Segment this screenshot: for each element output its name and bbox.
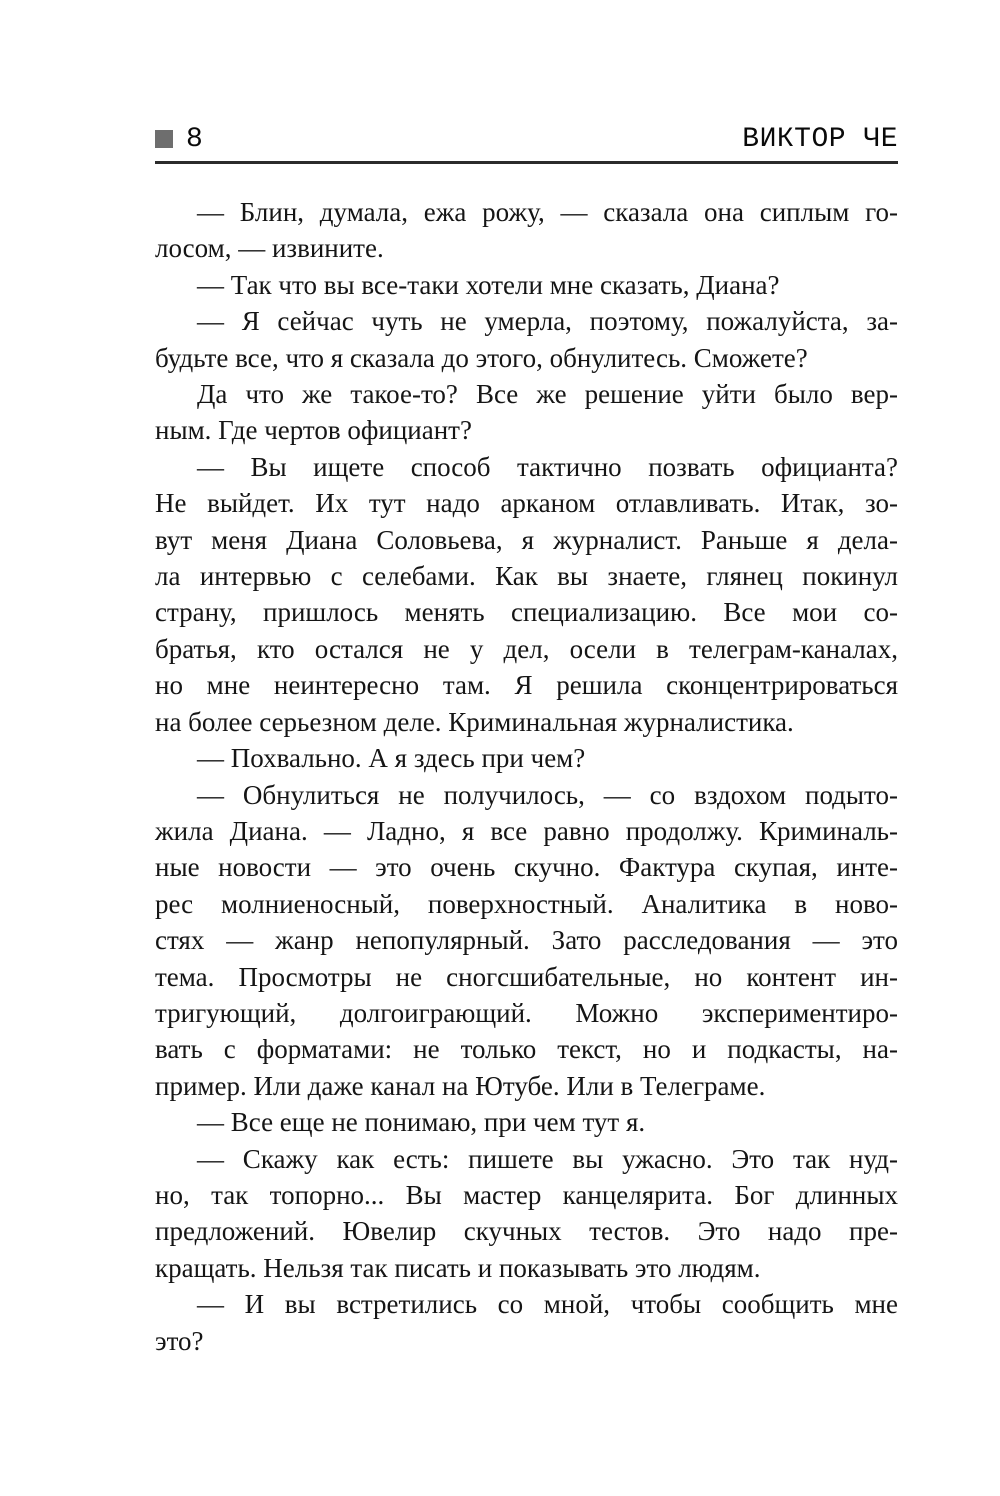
text-line: кращать. Нельзя так писать и показывать это людям. [155,1252,761,1283]
text-line: это? [155,1325,204,1356]
paragraph [155,449,898,740]
text-line: — Похвально. А я здесь при чем? [197,743,586,774]
paragraph [155,194,898,267]
text-line: тригующий, долгоиграющий. Можно экспериментиро- [155,997,898,1028]
text-line: предложений. Ювелир скучных тестов. Это надо пре- [155,1216,898,1247]
text-line: пример. Или даже канал на Ютубе. Или в Телеграме. [155,1070,766,1101]
page-number: 8 [186,124,203,155]
text-line: рес молниеносный, поверхностный. Аналитика в ново- [155,888,898,919]
text-line: братья, кто остался не у дел, осели в телеграм-каналах, [155,633,898,664]
page-marker-icon [155,130,173,148]
text-line: — Я сейчас чуть не умерла, поэтому, пожалуйста, за- [197,306,898,337]
text-line: жила Диана. — Ладно, я все равно продолжу. Криминаль- [155,815,898,846]
text-line: Не выйдет. Их тут надо арканом отлавливать. Итак, зо- [155,488,898,519]
text-line: тема. Просмотры не сногсшибательные, но контент ин- [155,961,898,992]
page-header [155,126,898,161]
paragraph [155,1104,898,1140]
text-line: на более серьезном деле. Криминальная журналистика. [155,706,794,737]
text-line: — Вы ищете способ тактично позвать официанта? [197,451,898,482]
text-line: страну, пришлось менять специализацию. Все мои со- [155,597,898,628]
text-line: вать с форматами: не только текст, но и подкасты, на- [155,1034,898,1065]
paragraph [155,1286,898,1359]
text-line: — Обнулиться не получилось, — со вздохом подыто- [197,779,898,810]
paragraph [155,376,898,449]
paragraph [155,267,898,303]
text-line: но, так топорно... Вы мастер канцелярита. Бог длинных [155,1179,898,1210]
paragraph [155,740,898,776]
paragraph [155,303,898,376]
text-line: ные новости — это очень скучно. Фактура скупая, инте- [155,852,898,883]
text-line: ла интервью с селебами. Как вы знаете, глянец покинул [155,561,898,592]
text-line: — Все еще не понимаю, при чем тут я. [197,1107,646,1138]
body-text [155,194,898,1359]
header-rule [155,161,898,164]
text-line: — Так что вы все-таки хотели мне сказать, Диана? [197,269,780,300]
text-line: но мне неинтересно там. Я решила сконцентрироваться [155,670,898,701]
text-line: — И вы встретились со мной, чтобы сообщить мне [197,1289,898,1320]
text-line: вут меня Диана Соловьева, я журналист. Раньше я дела- [155,524,898,555]
page-header-left [155,126,203,154]
text-line: Да что же такое-то? Все же решение уйти было вер- [197,379,898,410]
text-line: стях — жанр непопулярный. Зато расследования — это [155,925,898,956]
text-line: лосом, — извините. [155,233,384,264]
text-line: — Блин, думала, ежа рожу, — сказала она сиплым го- [197,197,898,227]
paragraph [155,1141,898,1287]
page-content [155,126,898,1359]
running-title: ВИКТОР ЧЕ [742,124,898,155]
text-line: будьте все, что я сказала до этого, обнулитесь. Сможете? [155,342,808,373]
text-line: — Скажу как есть: пишете вы ужасно. Это так нуд- [197,1143,898,1174]
paragraph [155,777,898,1105]
text-line: ным. Где чертов официант? [155,415,472,446]
